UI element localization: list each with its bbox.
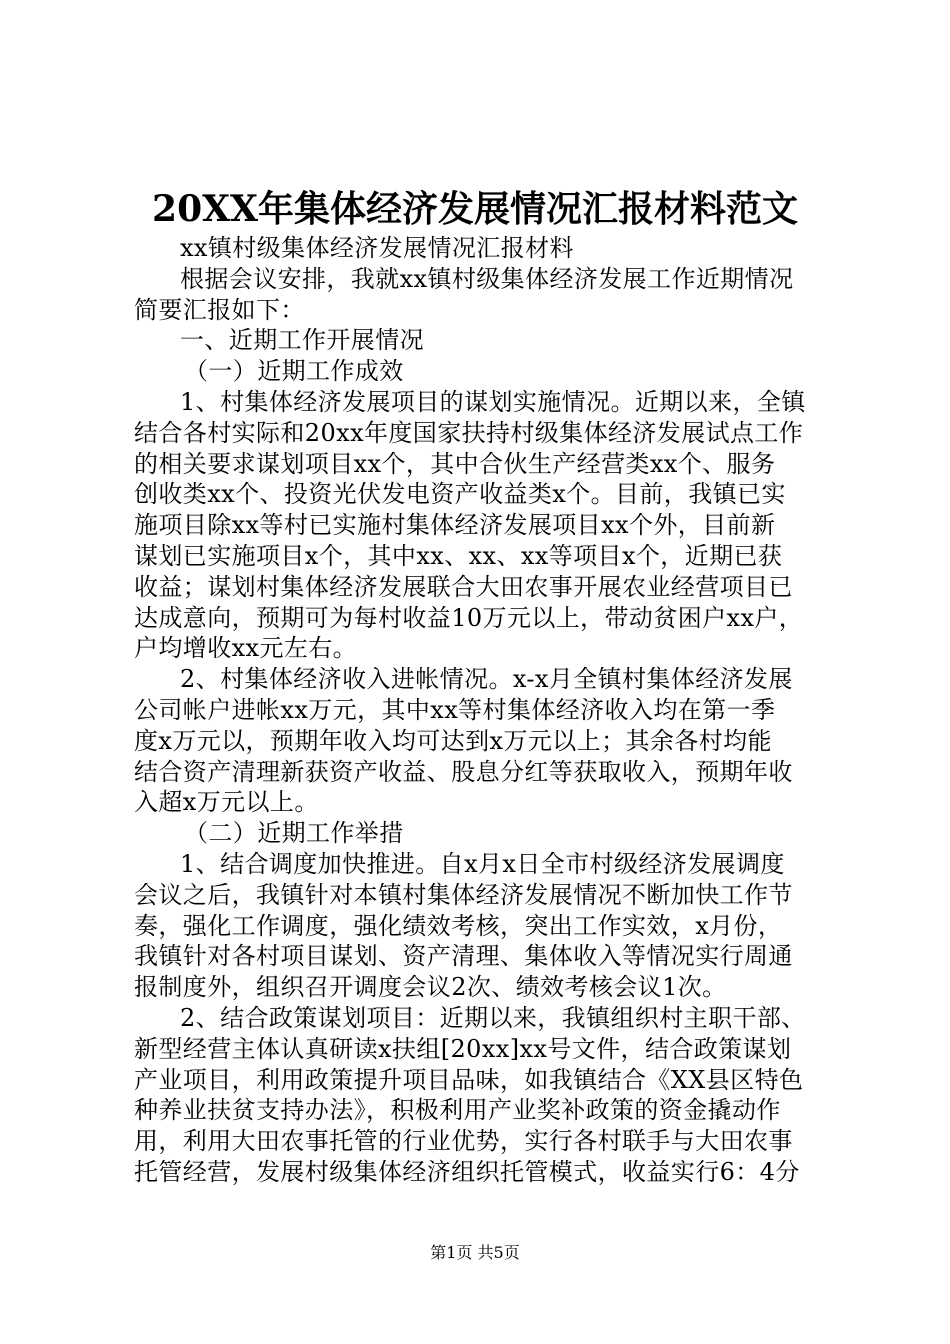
paragraph-line: 收益；谋划村集体经济发展联合大田农事开展农业经营项目已 [134,572,793,601]
paragraph-line: 1、村集体经济发展项目的谋划实施情况。近期以来，全镇 [180,387,806,416]
paragraph-line: 创收类xx个、投资光伏发电资产收益类x个。目前，我镇已实 [134,480,786,509]
paragraph-line: 度x万元以，预期年收入均可达到x万元以上；其余各村均能 [134,726,772,755]
paragraph-line: 简要汇报如下： [134,295,305,324]
paragraph-line: 托管经营，发展村级集体经济组织托管模式，收益实行6：4分 [134,1157,800,1186]
paragraph-line: 入超x万元以上。 [134,788,319,817]
paragraph-line: 谋划已实施项目x个，其中xx、xx、xx等项目x个，近期已获 [134,541,783,570]
paragraph-line: 结合各村实际和20xx年度国家扶持村级集体经济发展试点工作 [134,418,804,447]
paragraph-line: 2、村集体经济收入进帐情况。x-x月全镇村集体经济发展 [180,665,793,694]
document-body [134,233,834,1188]
paragraph-line: 根据会议安排，我就xx镇村级集体经济发展工作近期情况 [180,264,794,293]
paragraph-line: 种养业扶贫支持办法》，积极利用产业奖补政策的资金撬动作 [134,1096,781,1125]
paragraph-line: 会议之后，我镇针对本镇村集体经济发展情况不断加快工作节 [134,880,793,909]
paragraph-line: 施项目除xx等村已实施村集体经济发展项目xx个外，目前新 [134,511,776,540]
subsection-heading: （一）近期工作成效 [184,357,404,386]
paragraph-line: 结合资产清理新获资产收益、股息分红等获取收入，预期年收 [134,757,793,786]
paragraph-line: 我镇针对各村项目谋划、资产清理、集体收入等情况实行周通 [134,942,793,971]
section-heading: 一、近期工作开展情况 [180,326,424,355]
document-title: 20XX年集体经济发展情况汇报材料范文 [152,188,798,230]
paragraph-line: 新型经营主体认真研读x扶组[20xx]xx号文件，结合政策谋划 [134,1034,792,1063]
paragraph-line: 产业项目，利用政策提升项目品味，如我镇结合《XX县区特色 [134,1065,804,1094]
paragraph-line: xx镇村级集体经济发展情况汇报材料 [180,234,574,262]
paragraph-line: 报制度外，组织召开调度会议2次、绩效考核会议1次。 [134,973,727,1002]
paragraph-line: 用，利用大田农事托管的行业优势，实行各村联手与大田农事 [134,1127,793,1156]
paragraph-line: 2、结合政策谋划项目：近期以来，我镇组织村主职干部、 [180,1003,806,1032]
paragraph-line: 奏，强化工作调度，强化绩效考核，突出工作实效，x月份， [134,911,783,940]
paragraph-line: 1、结合调度加快推进。自x月x日全市村级经济发展调度 [180,849,785,878]
paragraph-line: 达成意向，预期可为每村收益10万元以上，带动贫困户xx户， [134,603,804,632]
paragraph-line: 的相关要求谋划项目xx个，其中合伙生产经营类xx个、服务 [134,449,776,478]
page-number-footer: 第1页 共5页 [430,1243,520,1262]
paragraph-line: 公司帐户进帐xx万元，其中xx等村集体经济收入均在第一季 [134,695,776,724]
paragraph-line: 户均增收xx元左右。 [134,634,358,663]
subsection-heading: （二）近期工作举措 [184,819,404,848]
